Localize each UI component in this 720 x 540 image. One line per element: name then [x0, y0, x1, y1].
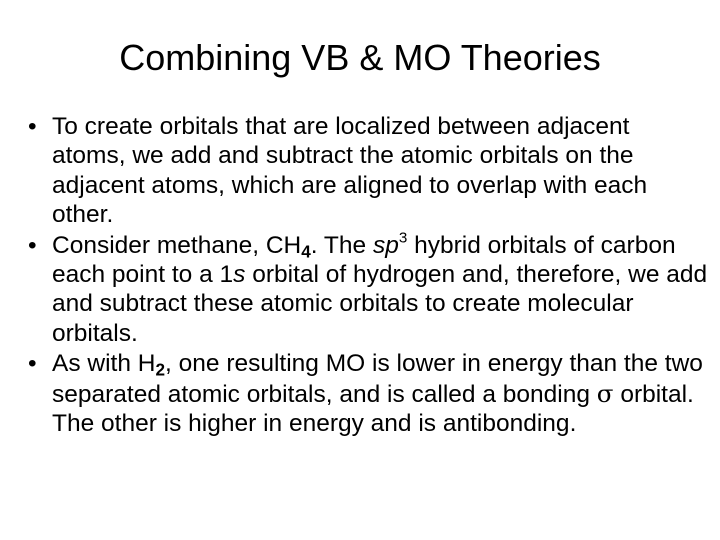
bullet-marker: •: [28, 350, 37, 378]
bullet-marker: •: [28, 231, 37, 259]
bullet-text-part: As with H: [52, 350, 156, 378]
bullet-text-part: . The: [310, 231, 373, 259]
subscript-4: 4: [301, 240, 311, 261]
subscript-2: 2: [155, 359, 166, 380]
bullet-item-2: [28, 231, 708, 348]
bullet-list: [28, 112, 708, 440]
bullet-text: To create orbitals that are localized between adjacent atoms, we add and subtract the atomic orbitals on the adjacent atoms, which are aligned to overlap with each other.: [52, 113, 648, 228]
bullet-text-part: orbital. The other is higher in energy and is antibonding.: [52, 380, 694, 437]
bullet-item-3: [28, 349, 708, 438]
bullet-marker: •: [28, 113, 37, 140]
superscript-3: 3: [398, 229, 408, 247]
bullet-text-part: , one resulting MO is lower in energy than the two separated atomic orbitals, and is called a bonding: [52, 350, 703, 408]
bullet-text-part: Consider methane, CH: [52, 231, 302, 259]
bullet-item-1: [28, 112, 708, 229]
italic-s: s: [233, 260, 246, 288]
sigma-symbol: σ: [596, 378, 614, 408]
bullet-text-part: orbital of hydrogen and, therefore, we add and subtract these atomic orbitals to create molecular orbitals.: [52, 260, 708, 347]
bullet-text-part: hybrid orbitals of carbon each point to a 1: [52, 231, 676, 288]
italic-sp: sp: [372, 231, 399, 259]
slide-title: Combining VB & MO Theories: [119, 37, 601, 78]
